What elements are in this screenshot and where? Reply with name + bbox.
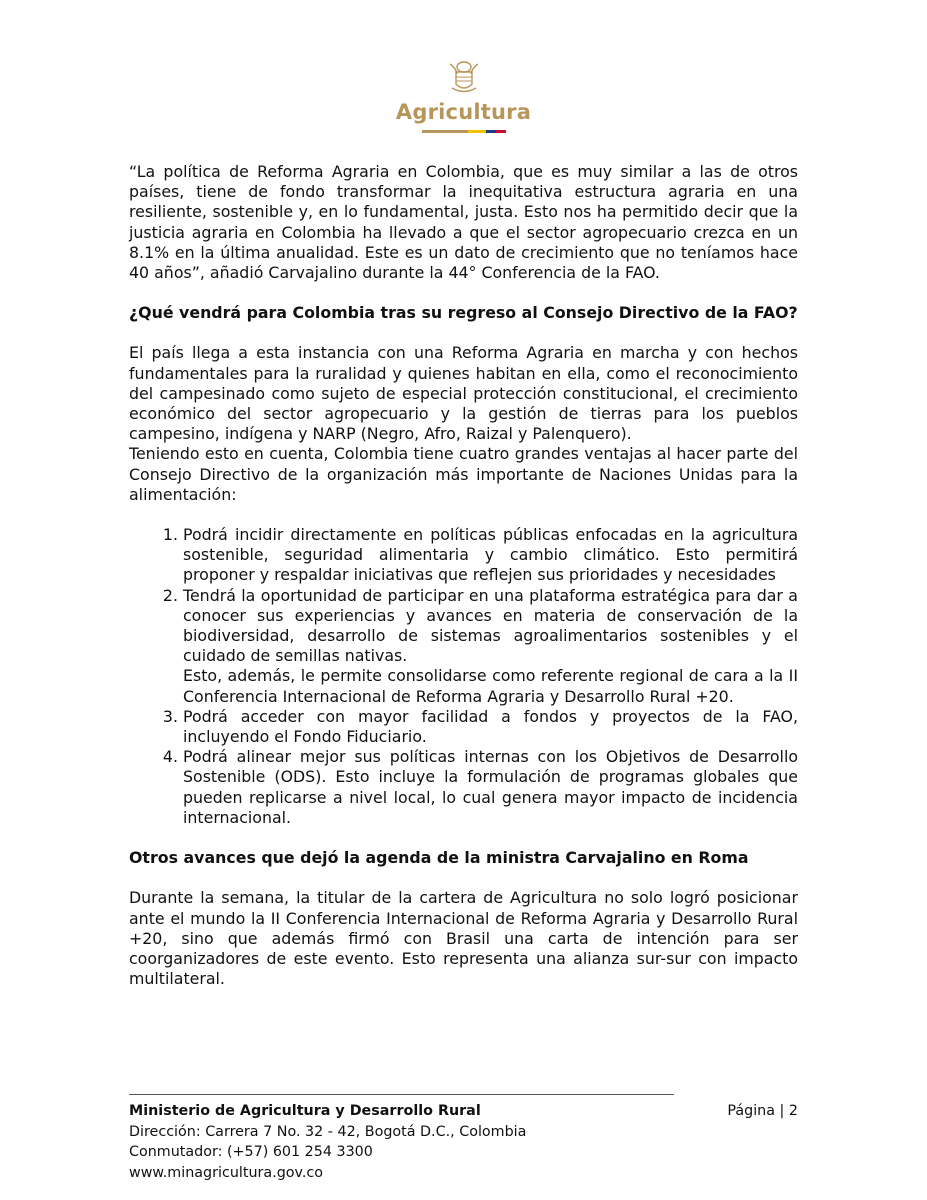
quote-paragraph: “La política de Reforma Agraria en Colombia, que es muy similar a las de otros países, tiene de fondo transformar la inequitativa estructura agraria en una resiliente, sostenible y, en lo fundamental, justa. Esto nos ha permitido decir que la justicia agraria en Colombia ha llevado a que el sector agropecuario crezca en un 8.1% en la última anualidad. Este es un dato de crecimiento que no teníamos hace 40 años”, añadió Carvajalino durante la 44° Conferencia de la FAO. xyxy=(129,162,798,283)
paragraph-rome: Durante la semana, la titular de la cartera de Agricultura no solo logró posicionar ante el mundo la II Conferencia Internacional de Reforma Agraria y Desarrollo Rural +20, sino que además firmó con Brasil una carta de intención para ser coorganizadores de este evento. Esto representa una alianza sur-sur con impacto multilateral. xyxy=(129,888,798,989)
paragraph-context: El país llega a esta instancia con una Reforma Agraria en marcha y con hechos fundamentales para la ruralidad y quienes habitan en ella, como el reconocimiento del campesinado como sujeto de especial protección constitucional, el crecimiento económico del sector agropecuario y la gestión de tierras para los pueblos campesino, indígena y NARP (Negro, Afro, Raizal y Palenquero). xyxy=(129,343,798,444)
section-heading-fao: ¿Qué vendrá para Colombia tras su regreso al Consejo Directivo de la FAO? xyxy=(129,303,798,323)
page-number: Página | 2 xyxy=(727,1103,798,1119)
coat-of-arms-icon xyxy=(447,58,481,96)
footer-phone: Conmutador: (+57) 601 254 3300 xyxy=(129,1144,373,1160)
list-item-note: Esto, además, le permite consolidarse como referente regional de cara a la II Conferencia Internacional de Reforma Agraria y Desarrollo Rural +20. xyxy=(183,666,798,706)
list-item: 4. Podrá alinear mejor sus políticas internas con los Objetivos de Desarrollo Sostenible (ODS). Esto incluye la formulación de programas globales que pueden replicarse a nivel local, lo cual genera mayor impacto de incidencia internacional. xyxy=(183,747,798,828)
brand-name: Agricultura xyxy=(395,100,532,124)
list-item: 3. Podrá acceder con mayor facilidad a fondos y proyectos de la FAO, incluyendo el Fondo Fiduciario. xyxy=(183,707,798,747)
paragraph-advantages-intro: Teniendo esto en cuenta, Colombia tiene cuatro grandes ventajas al hacer parte del Consejo Directivo de la organización más importante de Naciones Unidas para la alimentación: xyxy=(129,444,798,504)
section-heading-rome: Otros avances que dejó la agenda de la ministra Carvajalino en Roma xyxy=(129,848,749,868)
document-body xyxy=(129,162,798,989)
list-item: 1. Podrá incidir directamente en políticas públicas enfocadas en la agricultura sostenible, seguridad alimentaria y cambio climático. Esto permitirá proponer y respaldar iniciativas que reflejen sus prioridades y necesidades xyxy=(183,525,798,586)
flag-stripe xyxy=(422,130,506,133)
footer-divider xyxy=(129,1094,674,1095)
list-item: 2. Tendrá la oportunidad de participar en una plataforma estratégica para dar a conocer sus experiencias y avances en materia de conservación de la biodiversidad, desarrollo de sistemas agroalimentarios sostenibles y el cuidado de semillas nativas. Esto, además, le permite consolidarse como referente regional de cara a la II Conferencia Internacional de Reforma Agraria y Desarrollo Rural +20. xyxy=(183,586,798,707)
footer-website: www.minagricultura.gov.co xyxy=(129,1164,324,1181)
letterhead xyxy=(0,58,927,133)
footer xyxy=(129,1101,526,1183)
footer-org: Ministerio de Agricultura y Desarrollo Rural xyxy=(129,1103,481,1119)
footer-address: Dirección: Carrera 7 No. 32 - 42, Bogotá D.C., Colombia xyxy=(129,1123,527,1140)
advantages-list xyxy=(129,525,798,828)
